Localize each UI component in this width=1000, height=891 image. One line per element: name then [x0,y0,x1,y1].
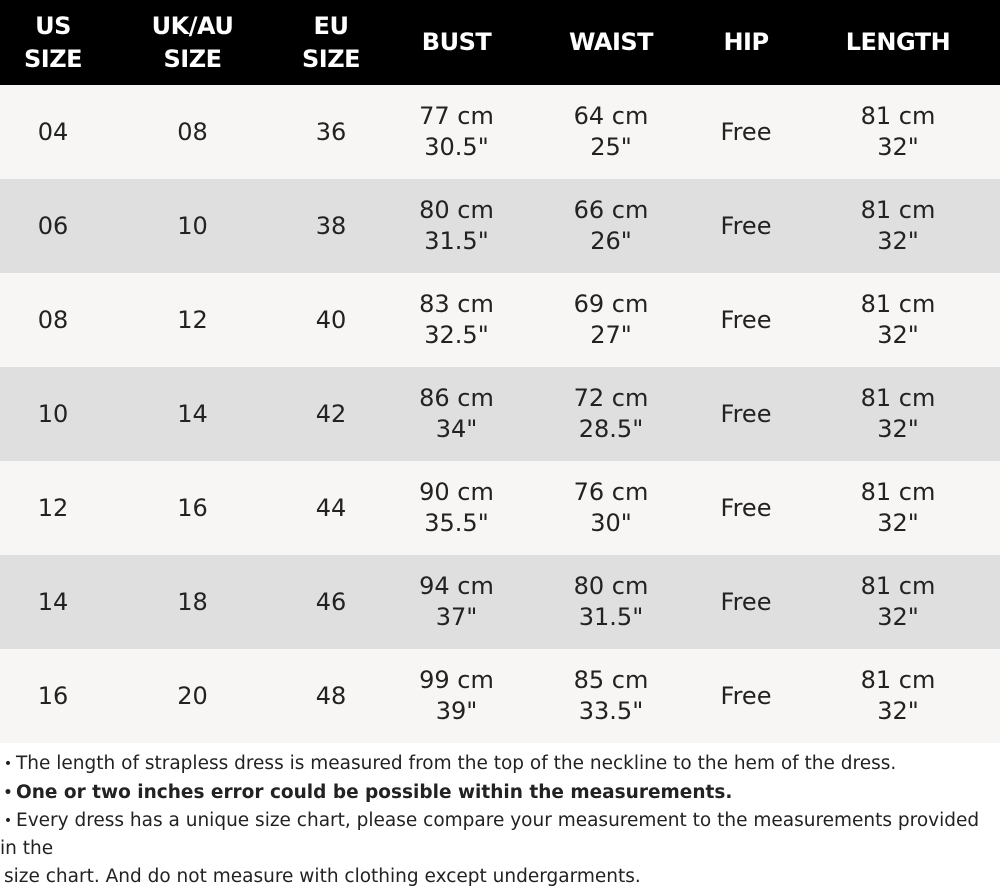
note-measurement-error-text: One or two inches error could be possible within the measurements. [16,782,733,803]
cell-hip-value: Free [720,493,772,522]
cell-eu-size [279,367,383,461]
cell-length-in-value: 32" [877,603,919,631]
cell-waist-cm-value: 64 cm [573,102,649,130]
cell-us-size [0,179,106,273]
cell-waist [530,555,692,649]
cell-bust-in-value: 32.5" [424,321,489,349]
cell-ukau-size [106,649,279,743]
cell-ukau-value: 12 [177,305,208,334]
cell-us-value: 16 [37,681,69,710]
cell-hip [692,461,800,555]
cell-ukau-size [106,179,279,273]
cell-eu-value: 46 [315,587,347,616]
cell-hip [692,85,800,179]
cell-hip [692,555,800,649]
header-bust-label: BUST [421,28,492,56]
cell-waist-cm-value: 76 cm [573,478,649,506]
cell-bust [383,461,530,555]
header-us-line1: US [35,11,71,40]
cell-bust [383,555,530,649]
cell-waist-in-value: 30" [590,509,632,537]
header-length-label: LENGTH [845,28,951,56]
note-bullet-icon: • [3,813,13,829]
size-notes [0,743,1000,887]
header-length [800,0,996,85]
header-hip-label: HIP [723,28,769,56]
cell-hip-value: Free [720,117,772,146]
cell-hip [692,649,800,743]
cell-bust-cm-value: 83 cm [419,290,494,318]
cell-length-in-value: 32" [877,321,919,349]
cell-hip [692,273,800,367]
cell-eu-value: 48 [315,681,347,710]
cell-hip [692,367,800,461]
cell-waist-cm-value: 69 cm [573,290,649,318]
cell-waist-cm-value: 66 cm [573,196,649,224]
cell-bust-cm-value: 94 cm [419,572,494,600]
header-us-size [0,0,106,85]
size-chart-body [0,85,1000,743]
cell-ukau-value: 10 [177,211,208,240]
header-ukau-line1: UK/AU [151,11,234,40]
cell-eu-size [279,555,383,649]
header-eu-size [279,0,383,85]
cell-length-in-value: 32" [877,509,919,537]
header-bust [383,0,530,85]
cell-length [800,367,996,461]
cell-eu-value: 42 [315,399,347,428]
cell-bust-cm-value: 99 cm [419,666,494,694]
cell-eu-value: 44 [315,493,347,522]
cell-waist [530,179,692,273]
note-bullet-icon: • [3,756,13,772]
cell-waist-in-value: 27" [590,321,632,349]
table-row [0,367,1000,461]
cell-bust-cm-value: 90 cm [419,478,494,506]
cell-length-in-value: 32" [877,133,919,161]
cell-us-value: 10 [37,399,69,428]
cell-waist [530,649,692,743]
cell-eu-size [279,273,383,367]
cell-bust-cm-value: 86 cm [419,384,494,412]
cell-us-size [0,649,106,743]
cell-ukau-size [106,85,279,179]
cell-length-cm-value: 81 cm [860,572,936,600]
cell-ukau-value: 16 [177,493,208,522]
note-bullet-icon: • [3,785,13,801]
note-strapless-length [0,750,990,778]
cell-bust [383,367,530,461]
cell-waist-cm-value: 72 cm [573,384,649,412]
header-eu-line2: SIZE [301,44,360,73]
cell-length [800,555,996,649]
cell-length-cm-value: 81 cm [860,384,936,412]
cell-waist [530,273,692,367]
cell-us-value: 12 [37,493,69,522]
cell-bust [383,85,530,179]
cell-length-cm-value: 81 cm [860,290,936,318]
cell-ukau-size [106,461,279,555]
cell-waist [530,367,692,461]
cell-bust-in-value: 35.5" [424,509,489,537]
note-measurement-error [0,779,990,807]
cell-bust [383,649,530,743]
cell-bust-cm-value: 77 cm [419,102,494,130]
cell-us-value: 08 [37,305,69,334]
table-row [0,85,1000,179]
cell-length [800,649,996,743]
cell-hip-value: Free [720,399,772,428]
cell-waist [530,461,692,555]
cell-eu-size [279,85,383,179]
note-unique-size-chart-line2: size chart. And do not measure with clothing except undergarments. [4,866,641,887]
cell-length-cm-value: 81 cm [860,102,936,130]
cell-eu-value: 36 [315,117,347,146]
cell-ukau-size [106,555,279,649]
cell-length-cm-value: 81 cm [860,478,936,506]
cell-eu-value: 40 [315,305,347,334]
cell-hip [692,179,800,273]
cell-us-size [0,367,106,461]
table-row [0,555,1000,649]
cell-us-size [0,555,106,649]
table-row [0,273,1000,367]
table-row [0,649,1000,743]
header-ukau-line2: SIZE [163,44,222,73]
cell-us-value: 06 [37,211,69,240]
header-eu-line1: EU [313,11,349,40]
cell-waist-in-value: 25" [590,133,632,161]
header-hip [692,0,800,85]
cell-bust-cm-value: 80 cm [419,196,494,224]
header-us-line2: SIZE [23,44,82,73]
cell-bust-in-value: 31.5" [424,227,489,255]
cell-eu-size [279,461,383,555]
table-row [0,461,1000,555]
cell-ukau-value: 08 [177,117,208,146]
size-chart-header [0,0,1000,85]
cell-length-cm-value: 81 cm [860,666,936,694]
cell-hip-value: Free [720,681,772,710]
cell-bust-in-value: 34" [435,415,478,443]
header-waist [530,0,692,85]
cell-ukau-value: 18 [177,587,208,616]
cell-bust [383,179,530,273]
cell-bust-in-value: 37" [435,603,478,631]
cell-length [800,461,996,555]
cell-us-size [0,85,106,179]
cell-waist-in-value: 28.5" [578,415,644,443]
cell-bust-in-value: 39" [435,697,478,725]
cell-us-size [0,273,106,367]
cell-hip-value: Free [720,587,772,616]
cell-ukau-size [106,367,279,461]
cell-hip-value: Free [720,211,772,240]
cell-waist-in-value: 26" [590,227,632,255]
cell-eu-value: 38 [315,211,347,240]
cell-us-size [0,461,106,555]
cell-length-cm-value: 81 cm [860,196,936,224]
cell-waist-cm-value: 80 cm [573,572,649,600]
cell-bust [383,273,530,367]
cell-waist-in-value: 31.5" [578,603,644,631]
cell-ukau-value: 20 [177,681,208,710]
cell-waist-cm-value: 85 cm [573,666,649,694]
cell-length-in-value: 32" [877,415,919,443]
cell-length [800,85,996,179]
note-unique-size-chart [0,807,990,891]
cell-eu-size [279,179,383,273]
cell-us-value: 04 [37,117,69,146]
header-ukau-size [106,0,279,85]
cell-ukau-value: 14 [177,399,208,428]
note-unique-size-chart-line1: Every dress has a unique size chart, please compare your measurement to the measurements provided in the [0,810,980,859]
cell-eu-size [279,649,383,743]
cell-length-in-value: 32" [877,227,919,255]
cell-waist [530,85,692,179]
cell-bust-in-value: 30.5" [424,133,489,161]
cell-ukau-size [106,273,279,367]
note-strapless-length-text: The length of strapless dress is measured from the top of the neckline to the hem of the dress. [16,753,897,774]
header-waist-label: WAIST [568,28,654,56]
cell-length-in-value: 32" [877,697,919,725]
cell-length [800,273,996,367]
cell-waist-in-value: 33.5" [578,697,644,725]
cell-us-value: 14 [37,587,69,616]
table-row [0,179,1000,273]
cell-length [800,179,996,273]
cell-hip-value: Free [720,305,772,334]
